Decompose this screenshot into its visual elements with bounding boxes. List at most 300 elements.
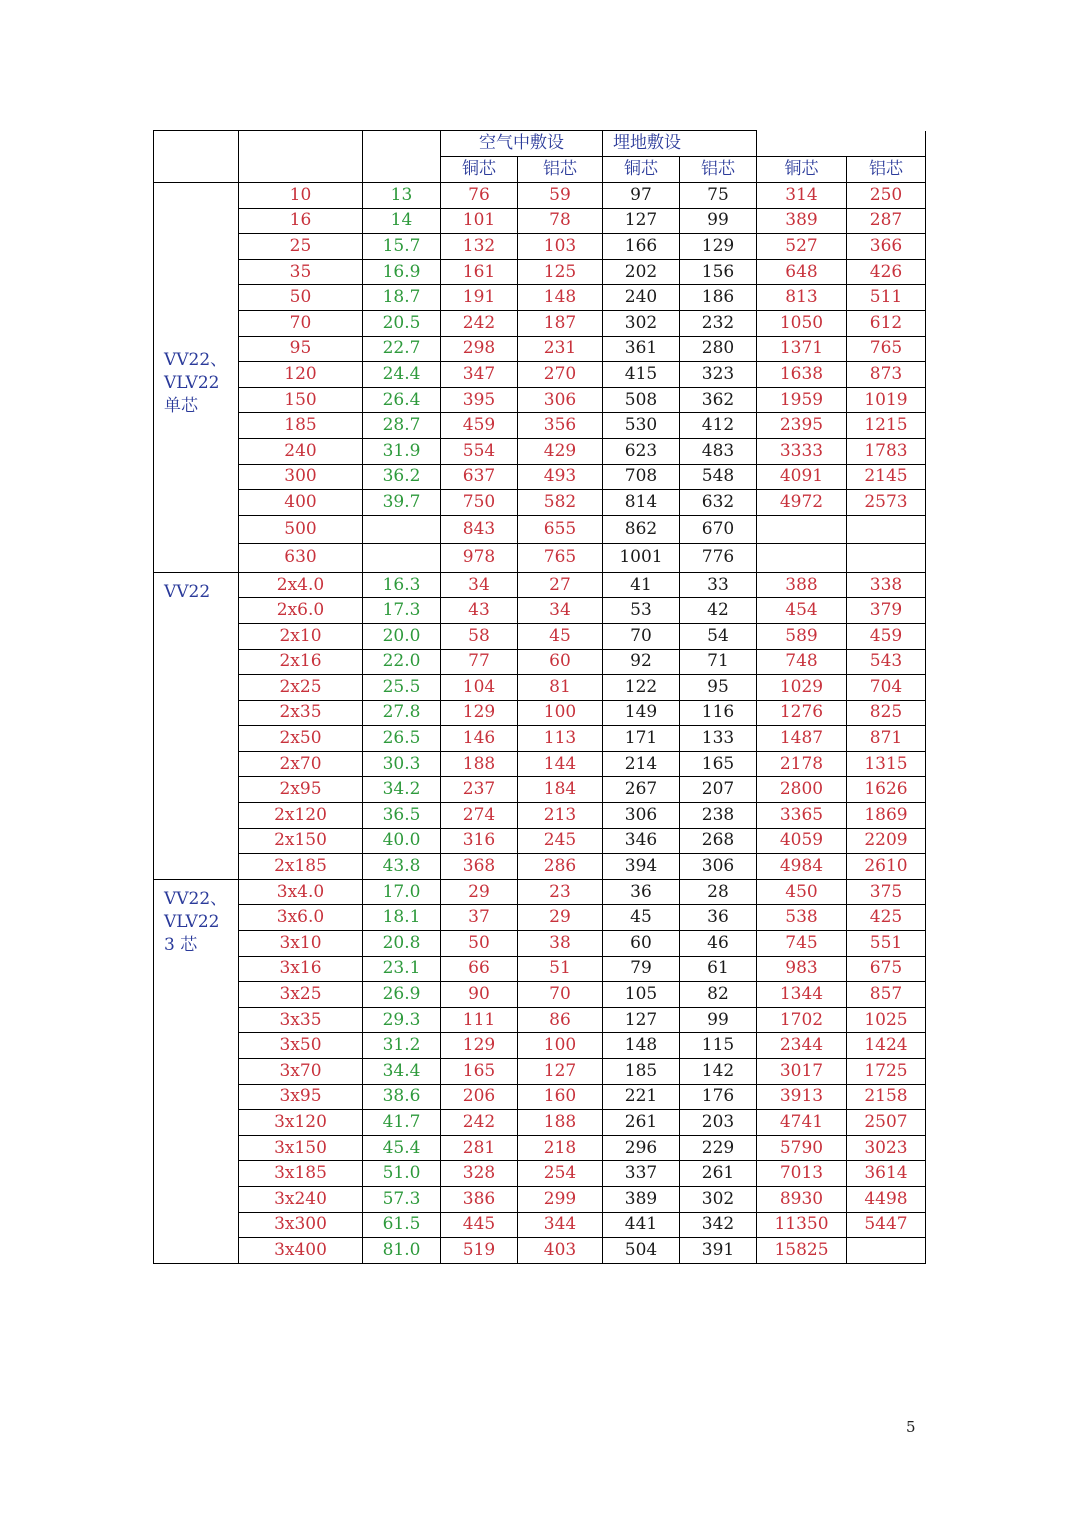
air-copper-cell: 104	[441, 675, 518, 701]
extra-aluminum-cell: 1215	[847, 413, 926, 439]
cross-section-cell: 3x240	[239, 1186, 363, 1212]
header-empty-cell	[154, 131, 239, 183]
extra-aluminum-cell: 1725	[847, 1059, 926, 1085]
air-aluminum-cell: 493	[518, 464, 603, 490]
outer-diameter-cell: 31.9	[363, 438, 441, 464]
cross-section-cell: 3x35	[239, 1007, 363, 1033]
extra-aluminum-cell: 2209	[847, 828, 926, 854]
extra-aluminum-cell: 1315	[847, 751, 926, 777]
air-copper-cell: 165	[441, 1059, 518, 1085]
ground-copper-cell: 302	[603, 310, 680, 336]
table-row	[154, 1084, 926, 1110]
ground-copper-cell: 127	[603, 1007, 680, 1033]
extra-aluminum-cell: 511	[847, 285, 926, 311]
air-copper-cell: 445	[441, 1212, 518, 1238]
ground-copper-cell: 97	[603, 183, 680, 209]
cross-section-cell: 150	[239, 387, 363, 413]
ground-copper-cell: 41	[603, 572, 680, 598]
extra-copper-cell: 983	[757, 956, 847, 982]
air-aluminum-cell: 148	[518, 285, 603, 311]
cross-section-cell: 16	[239, 208, 363, 234]
air-aluminum-cell: 403	[518, 1238, 603, 1264]
ground-copper-cell: 361	[603, 336, 680, 362]
cross-section-cell: 70	[239, 310, 363, 336]
cable-type-line: VV22、	[164, 888, 228, 909]
outer-diameter-cell: 28.7	[363, 413, 441, 439]
extra-aluminum-cell: 2573	[847, 490, 926, 516]
cross-section-cell: 3x50	[239, 1033, 363, 1059]
extra-aluminum-cell	[847, 515, 926, 544]
air-copper-cell: 37	[441, 905, 518, 931]
air-aluminum-cell: 306	[518, 387, 603, 413]
table-row	[154, 362, 926, 388]
cable-type-line: VV22、	[164, 350, 228, 370]
table-row	[154, 879, 926, 905]
outer-diameter-cell: 29.3	[363, 1007, 441, 1033]
cross-section-cell: 3x120	[239, 1110, 363, 1136]
air-copper-cell: 328	[441, 1161, 518, 1187]
outer-diameter-cell: 30.3	[363, 751, 441, 777]
table-body	[154, 131, 926, 1264]
extra-copper-cell: 314	[757, 183, 847, 209]
cable-table-container	[153, 130, 926, 1264]
extra-copper-cell: 1050	[757, 310, 847, 336]
extra-copper-cell: 3913	[757, 1084, 847, 1110]
ground-aluminum-cell: 36	[680, 905, 757, 931]
air-aluminum-cell: 81	[518, 675, 603, 701]
ground-aluminum-cell: 306	[680, 854, 757, 880]
table-row	[154, 931, 926, 957]
ground-aluminum-cell: 165	[680, 751, 757, 777]
air-aluminum-cell: 582	[518, 490, 603, 516]
table-row	[154, 544, 926, 573]
extra-aluminum-cell: 2145	[847, 464, 926, 490]
air-copper-cell: 129	[441, 1033, 518, 1059]
table-row	[154, 649, 926, 675]
table-row	[154, 828, 926, 854]
extra-aluminum-cell: 338	[847, 572, 926, 598]
header-row-1	[154, 131, 926, 157]
air-aluminum-cell: 70	[518, 982, 603, 1008]
ground-copper-cell: 149	[603, 700, 680, 726]
ground-copper-cell: 171	[603, 726, 680, 752]
outer-diameter-cell: 14	[363, 208, 441, 234]
cable-type-label	[154, 879, 239, 1263]
table-row	[154, 1135, 926, 1161]
extra-copper-cell: 7013	[757, 1161, 847, 1187]
extra-copper-cell: 1029	[757, 675, 847, 701]
ground-copper-cell: 79	[603, 956, 680, 982]
extra-aluminum-cell: 1869	[847, 803, 926, 829]
cross-section-cell: 185	[239, 413, 363, 439]
air-copper-cell: 242	[441, 1110, 518, 1136]
outer-diameter-cell: 18.1	[363, 905, 441, 931]
outer-diameter-cell: 36.5	[363, 803, 441, 829]
extra-aluminum-cell: 765	[847, 336, 926, 362]
cross-section-cell: 240	[239, 438, 363, 464]
air-aluminum-cell: 34	[518, 598, 603, 624]
table-row	[154, 1212, 926, 1238]
ground-copper-cell: 1001	[603, 544, 680, 573]
outer-diameter-cell: 45.4	[363, 1135, 441, 1161]
ground-copper-cell: 504	[603, 1238, 680, 1264]
air-aluminum-cell: 245	[518, 828, 603, 854]
ground-aluminum-cell: 186	[680, 285, 757, 311]
air-copper-cell: 146	[441, 726, 518, 752]
air-copper-cell: 161	[441, 259, 518, 285]
extra-aluminum-cell: 1019	[847, 387, 926, 413]
extra-copper-cell: 589	[757, 623, 847, 649]
air-copper-cell: 316	[441, 828, 518, 854]
cable-type-line: VLV22	[164, 373, 220, 393]
ground-aluminum-cell: 71	[680, 649, 757, 675]
extra-aluminum-cell: 459	[847, 623, 926, 649]
air-copper-cell: 66	[441, 956, 518, 982]
cross-section-cell: 3x6.0	[239, 905, 363, 931]
outer-diameter-cell: 24.4	[363, 362, 441, 388]
ground-aluminum-cell: 302	[680, 1186, 757, 1212]
outer-diameter-cell: 57.3	[363, 1186, 441, 1212]
table-row	[154, 675, 926, 701]
ground-aluminum-cell: 548	[680, 464, 757, 490]
ground-copper-cell: 166	[603, 234, 680, 260]
extra-copper-cell: 2178	[757, 751, 847, 777]
ground-copper-cell: 441	[603, 1212, 680, 1238]
cross-section-cell: 2x10	[239, 623, 363, 649]
ground-copper-cell: 394	[603, 854, 680, 880]
cable-type-label	[154, 572, 239, 879]
table-row	[154, 490, 926, 516]
air-copper-cell: 395	[441, 387, 518, 413]
air-aluminum-cell: 160	[518, 1084, 603, 1110]
air-aluminum-cell: 188	[518, 1110, 603, 1136]
table-row	[154, 183, 926, 209]
extra-aluminum-cell: 543	[847, 649, 926, 675]
cross-section-cell: 3x400	[239, 1238, 363, 1264]
outer-diameter-cell	[363, 544, 441, 573]
air-aluminum-cell: 100	[518, 700, 603, 726]
outer-diameter-cell: 26.9	[363, 982, 441, 1008]
cross-section-cell: 2x4.0	[239, 572, 363, 598]
extra-copper-cell: 4984	[757, 854, 847, 880]
air-copper-cell: 274	[441, 803, 518, 829]
header-air-laying: 空气中敷设	[441, 131, 603, 157]
ground-aluminum-cell: 776	[680, 544, 757, 573]
extra-copper-cell: 1702	[757, 1007, 847, 1033]
ground-copper-cell: 862	[603, 515, 680, 544]
table-row	[154, 777, 926, 803]
outer-diameter-cell: 41.7	[363, 1110, 441, 1136]
table-row	[154, 259, 926, 285]
outer-diameter-cell: 17.3	[363, 598, 441, 624]
ground-aluminum-cell: 232	[680, 310, 757, 336]
extra-aluminum-cell: 873	[847, 362, 926, 388]
cable-type-line: 3 芯	[164, 934, 198, 955]
extra-aluminum-cell	[847, 544, 926, 573]
ground-aluminum-cell: 342	[680, 1212, 757, 1238]
table-row	[154, 413, 926, 439]
outer-diameter-cell: 16.3	[363, 572, 441, 598]
air-copper-cell: 76	[441, 183, 518, 209]
outer-diameter-cell: 22.0	[363, 649, 441, 675]
air-aluminum-cell: 59	[518, 183, 603, 209]
header-aluminum: 铝芯	[518, 157, 603, 183]
air-aluminum-cell: 231	[518, 336, 603, 362]
table-row	[154, 1059, 926, 1085]
ground-copper-cell: 306	[603, 803, 680, 829]
air-copper-cell: 29	[441, 879, 518, 905]
outer-diameter-cell: 20.5	[363, 310, 441, 336]
extra-aluminum-cell: 2610	[847, 854, 926, 880]
extra-copper-cell: 8930	[757, 1186, 847, 1212]
table-row	[154, 623, 926, 649]
air-aluminum-cell: 270	[518, 362, 603, 388]
cross-section-cell: 2x185	[239, 854, 363, 880]
table-row	[154, 982, 926, 1008]
extra-aluminum-cell: 1424	[847, 1033, 926, 1059]
ground-aluminum-cell: 670	[680, 515, 757, 544]
ground-aluminum-cell: 133	[680, 726, 757, 752]
extra-copper-cell: 1487	[757, 726, 847, 752]
ground-aluminum-cell: 46	[680, 931, 757, 957]
table-row	[154, 1007, 926, 1033]
cross-section-cell: 3x10	[239, 931, 363, 957]
ground-aluminum-cell: 229	[680, 1135, 757, 1161]
extra-aluminum-cell: 1626	[847, 777, 926, 803]
cross-section-cell: 300	[239, 464, 363, 490]
extra-aluminum-cell: 3614	[847, 1161, 926, 1187]
header-aluminum: 铝芯	[847, 157, 926, 183]
cable-type-label	[154, 183, 239, 573]
extra-aluminum-cell: 366	[847, 234, 926, 260]
ground-aluminum-cell: 632	[680, 490, 757, 516]
extra-aluminum-cell: 612	[847, 310, 926, 336]
table-row	[154, 1161, 926, 1187]
ground-copper-cell: 346	[603, 828, 680, 854]
extra-copper-cell: 648	[757, 259, 847, 285]
extra-copper-cell: 3365	[757, 803, 847, 829]
outer-diameter-cell: 26.5	[363, 726, 441, 752]
ground-aluminum-cell: 203	[680, 1110, 757, 1136]
extra-aluminum-cell: 375	[847, 879, 926, 905]
outer-diameter-cell: 15.7	[363, 234, 441, 260]
cross-section-cell: 2x50	[239, 726, 363, 752]
air-aluminum-cell: 113	[518, 726, 603, 752]
cross-section-cell: 2x6.0	[239, 598, 363, 624]
air-aluminum-cell: 254	[518, 1161, 603, 1187]
air-aluminum-cell: 655	[518, 515, 603, 544]
air-copper-cell: 750	[441, 490, 518, 516]
table-row	[154, 1186, 926, 1212]
extra-aluminum-cell: 871	[847, 726, 926, 752]
table-row	[154, 726, 926, 752]
air-copper-cell: 978	[441, 544, 518, 573]
extra-aluminum-cell: 2158	[847, 1084, 926, 1110]
outer-diameter-cell: 13	[363, 183, 441, 209]
extra-aluminum-cell: 551	[847, 931, 926, 957]
ground-copper-cell: 389	[603, 1186, 680, 1212]
extra-copper-cell: 4972	[757, 490, 847, 516]
extra-aluminum-cell: 3023	[847, 1135, 926, 1161]
air-aluminum-cell: 86	[518, 1007, 603, 1033]
extra-copper-cell: 4741	[757, 1110, 847, 1136]
ground-copper-cell: 261	[603, 1110, 680, 1136]
table-row	[154, 854, 926, 880]
air-aluminum-cell: 299	[518, 1186, 603, 1212]
cross-section-cell: 3x300	[239, 1212, 363, 1238]
cross-section-cell: 3x25	[239, 982, 363, 1008]
ground-aluminum-cell: 28	[680, 879, 757, 905]
air-copper-cell: 50	[441, 931, 518, 957]
ground-aluminum-cell: 75	[680, 183, 757, 209]
air-copper-cell: 347	[441, 362, 518, 388]
ground-aluminum-cell: 412	[680, 413, 757, 439]
table-row	[154, 515, 926, 544]
table-row	[154, 1238, 926, 1264]
cross-section-cell: 10	[239, 183, 363, 209]
table-row	[154, 803, 926, 829]
extra-copper-cell: 388	[757, 572, 847, 598]
cross-section-cell: 2x25	[239, 675, 363, 701]
ground-copper-cell: 202	[603, 259, 680, 285]
outer-diameter-cell: 20.0	[363, 623, 441, 649]
cable-type-line: 单芯	[164, 396, 198, 416]
ground-aluminum-cell: 99	[680, 208, 757, 234]
extra-copper-cell: 389	[757, 208, 847, 234]
header-empty-cell	[757, 131, 926, 157]
header-empty-cell	[363, 131, 441, 183]
ground-copper-cell: 36	[603, 879, 680, 905]
outer-diameter-cell: 40.0	[363, 828, 441, 854]
ground-copper-cell: 508	[603, 387, 680, 413]
table-row	[154, 310, 926, 336]
air-copper-cell: 77	[441, 649, 518, 675]
outer-diameter-cell: 18.7	[363, 285, 441, 311]
ground-aluminum-cell: 323	[680, 362, 757, 388]
ground-aluminum-cell: 483	[680, 438, 757, 464]
air-copper-cell: 554	[441, 438, 518, 464]
ground-copper-cell: 148	[603, 1033, 680, 1059]
table-row	[154, 1110, 926, 1136]
outer-diameter-cell: 34.4	[363, 1059, 441, 1085]
air-copper-cell: 188	[441, 751, 518, 777]
outer-diameter-cell: 61.5	[363, 1212, 441, 1238]
extra-copper-cell: 2800	[757, 777, 847, 803]
extra-aluminum-cell: 5447	[847, 1212, 926, 1238]
cable-spec-table	[153, 130, 926, 1264]
extra-aluminum-cell	[847, 1238, 926, 1264]
outer-diameter-cell: 23.1	[363, 956, 441, 982]
extra-copper-cell: 4059	[757, 828, 847, 854]
air-aluminum-cell: 127	[518, 1059, 603, 1085]
cross-section-cell: 2x16	[239, 649, 363, 675]
air-aluminum-cell: 286	[518, 854, 603, 880]
header-empty-cell	[239, 131, 363, 183]
cross-section-cell: 3x4.0	[239, 879, 363, 905]
extra-aluminum-cell: 704	[847, 675, 926, 701]
extra-copper-cell: 813	[757, 285, 847, 311]
extra-copper-cell	[757, 515, 847, 544]
ground-aluminum-cell: 116	[680, 700, 757, 726]
outer-diameter-cell: 27.8	[363, 700, 441, 726]
extra-copper-cell: 1276	[757, 700, 847, 726]
extra-aluminum-cell: 425	[847, 905, 926, 931]
outer-diameter-cell: 17.0	[363, 879, 441, 905]
ground-aluminum-cell: 362	[680, 387, 757, 413]
ground-aluminum-cell: 238	[680, 803, 757, 829]
air-aluminum-cell: 218	[518, 1135, 603, 1161]
air-copper-cell: 459	[441, 413, 518, 439]
ground-aluminum-cell: 33	[680, 572, 757, 598]
extra-copper-cell: 1371	[757, 336, 847, 362]
air-copper-cell: 129	[441, 700, 518, 726]
air-aluminum-cell: 187	[518, 310, 603, 336]
air-copper-cell: 132	[441, 234, 518, 260]
ground-copper-cell: 214	[603, 751, 680, 777]
table-row	[154, 387, 926, 413]
air-aluminum-cell: 51	[518, 956, 603, 982]
outer-diameter-cell: 34.2	[363, 777, 441, 803]
cross-section-cell: 120	[239, 362, 363, 388]
cross-section-cell: 400	[239, 490, 363, 516]
ground-aluminum-cell: 95	[680, 675, 757, 701]
air-copper-cell: 298	[441, 336, 518, 362]
ground-copper-cell: 60	[603, 931, 680, 957]
ground-aluminum-cell: 54	[680, 623, 757, 649]
cross-section-cell: 2x150	[239, 828, 363, 854]
air-copper-cell: 58	[441, 623, 518, 649]
cross-section-cell: 25	[239, 234, 363, 260]
outer-diameter-cell: 39.7	[363, 490, 441, 516]
air-aluminum-cell: 38	[518, 931, 603, 957]
table-row	[154, 1033, 926, 1059]
table-row	[154, 234, 926, 260]
ground-copper-cell: 127	[603, 208, 680, 234]
cross-section-cell: 3x70	[239, 1059, 363, 1085]
outer-diameter-cell: 31.2	[363, 1033, 441, 1059]
extra-aluminum-cell: 250	[847, 183, 926, 209]
extra-copper-cell: 15825	[757, 1238, 847, 1264]
ground-copper-cell: 708	[603, 464, 680, 490]
extra-copper-cell: 1959	[757, 387, 847, 413]
air-aluminum-cell: 144	[518, 751, 603, 777]
extra-aluminum-cell: 825	[847, 700, 926, 726]
ground-aluminum-cell: 156	[680, 259, 757, 285]
extra-aluminum-cell: 857	[847, 982, 926, 1008]
ground-copper-cell: 70	[603, 623, 680, 649]
ground-aluminum-cell: 176	[680, 1084, 757, 1110]
outer-diameter-cell	[363, 515, 441, 544]
extra-copper-cell: 748	[757, 649, 847, 675]
ground-aluminum-cell: 261	[680, 1161, 757, 1187]
cross-section-cell: 2x70	[239, 751, 363, 777]
cross-section-cell: 3x150	[239, 1135, 363, 1161]
extra-copper-cell: 745	[757, 931, 847, 957]
ground-copper-cell: 45	[603, 905, 680, 931]
air-aluminum-cell: 213	[518, 803, 603, 829]
ground-copper-cell: 267	[603, 777, 680, 803]
extra-copper-cell: 2344	[757, 1033, 847, 1059]
air-copper-cell: 637	[441, 464, 518, 490]
ground-copper-cell: 530	[603, 413, 680, 439]
outer-diameter-cell: 26.4	[363, 387, 441, 413]
extra-aluminum-cell: 2507	[847, 1110, 926, 1136]
extra-copper-cell	[757, 544, 847, 573]
table-row	[154, 208, 926, 234]
header-copper: 铜芯	[757, 157, 847, 183]
ground-copper-cell: 337	[603, 1161, 680, 1187]
cross-section-cell: 35	[239, 259, 363, 285]
